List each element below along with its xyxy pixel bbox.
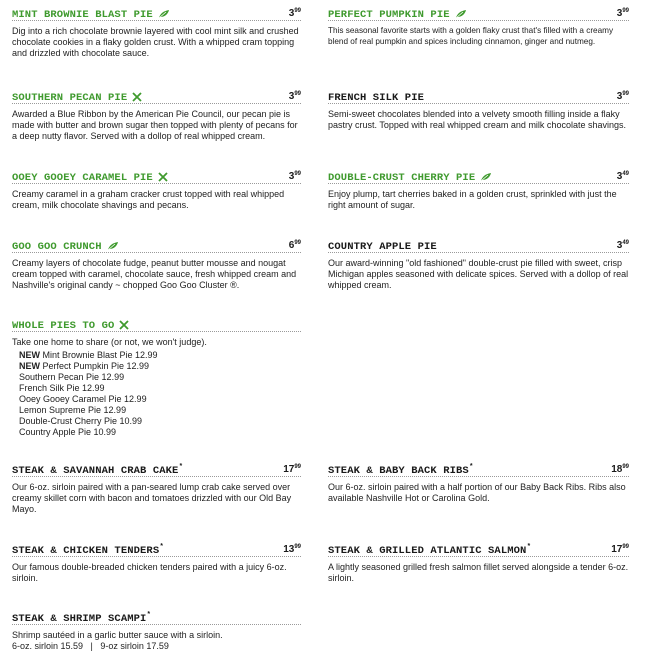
cross-icon bbox=[119, 317, 129, 335]
item-header bbox=[328, 540, 629, 557]
menu-item-french-silk-pie bbox=[328, 87, 629, 131]
item-header bbox=[12, 540, 301, 557]
item-header bbox=[12, 236, 301, 253]
menu-item-double-crust-cherry-pie bbox=[328, 167, 629, 211]
item-header bbox=[12, 608, 301, 625]
item-price: $3^{49}$ bbox=[616, 171, 629, 182]
item-price: $3^{99}$ bbox=[288, 171, 301, 182]
item-header bbox=[328, 87, 629, 104]
list-item: NEW Mint Brownie Blast Pie 12.99 bbox=[19, 350, 158, 360]
leaf-icon bbox=[158, 6, 170, 24]
item-title: STEAK & GRILLED ATLANTIC SALMON* bbox=[328, 543, 531, 557]
item-header bbox=[328, 167, 629, 184]
item-header bbox=[12, 460, 301, 477]
item-title: COUNTRY APPLE PIE bbox=[328, 241, 437, 253]
list-item: Lemon Supreme Pie 12.99 bbox=[19, 405, 127, 415]
item-title: STEAK & SHRIMP SCAMPI* bbox=[12, 611, 151, 625]
whole-pies-section bbox=[12, 315, 301, 438]
section-intro: Take one home to share (or not, we won't judge). bbox=[12, 337, 207, 347]
item-title: OOEY GOOEY CARAMEL PIE bbox=[12, 172, 153, 184]
item-title: SOUTHERN PECAN PIE bbox=[12, 92, 128, 104]
item-title: FRENCH SILK PIE bbox=[328, 92, 425, 104]
item-header bbox=[328, 4, 629, 21]
item-description: Dig into a rich chocolate brownie layered with cool mint silk and crushed chocolate cookies in a flaky golden crust. With a whipped cram topping and drizzled with chocolate sauce. bbox=[12, 26, 299, 58]
menu-item-perfect-pumpkin-pie bbox=[328, 4, 629, 47]
item-price: $17^{99}$ bbox=[283, 464, 301, 475]
list-item: Country Apple Pie 10.99 bbox=[19, 427, 117, 437]
item-price: $3^{99}$ bbox=[288, 8, 301, 19]
item-description: Shrimp sautéed in a garlic butter sauce with a sirloin. 6-oz. sirloin 15.59 | 9-oz sirloin 17.59 bbox=[12, 630, 223, 651]
item-title: STEAK & BABY BACK RIBS* bbox=[328, 463, 473, 477]
item-title: STEAK & CHICKEN TENDERS* bbox=[12, 543, 164, 557]
item-title: PERFECT PUMPKIN PIE bbox=[328, 9, 450, 21]
item-title: GOO GOO CRUNCH bbox=[12, 241, 102, 253]
item-title: DOUBLE-CRUST CHERRY PIE bbox=[328, 172, 476, 184]
menu-item-steak-baby-back-ribs bbox=[328, 460, 629, 504]
section-title: WHOLE PIES TO GO bbox=[12, 320, 115, 332]
item-description: A lightly seasoned grilled fresh salmon fillet served alongside a tender 6-oz. sirloin. bbox=[328, 562, 629, 583]
item-header bbox=[12, 87, 301, 104]
list-item: Double-Crust Cherry Pie 10.99 bbox=[19, 416, 143, 426]
item-description: This seasonal favorite starts with a golden flaky crust that's filled with a creamy blend of real pumpkin and spices including cinnamon, ginger and nutmeg. bbox=[328, 26, 614, 46]
item-price: $17^{99}$ bbox=[611, 544, 629, 555]
item-price: $3^{99}$ bbox=[616, 8, 629, 19]
item-description: Our famous double-breaded chicken tenders paired with a juicy 6-oz. sirloin. bbox=[12, 562, 287, 583]
leaf-icon bbox=[480, 169, 492, 187]
list-item: NEW Perfect Pumpkin Pie 12.99 bbox=[19, 361, 150, 371]
item-price: $13^{99}$ bbox=[283, 544, 301, 555]
item-description: Our 6-oz. sirloin paired with a half portion of our Baby Back Ribs. Ribs also available Nashville Hot or Carolina Gold. bbox=[328, 482, 626, 503]
menu-item-steak-shrimp-scampi bbox=[12, 608, 301, 652]
menu-item-steak-savannah-crab-cake bbox=[12, 460, 301, 515]
menu-item-goo-goo-crunch bbox=[12, 236, 301, 291]
item-price: $18^{99}$ bbox=[611, 464, 629, 475]
item-description: Semi-sweet chocolates blended into a velvety smooth filling inside a flaky pastry crust. Topped with real whipped cream and milk chocolate shavings. bbox=[328, 109, 626, 130]
item-price: $3^{99}$ bbox=[616, 91, 629, 102]
menu-item-steak-chicken-tenders bbox=[12, 540, 301, 584]
item-header bbox=[12, 4, 301, 21]
list-item: French Silk Pie 12.99 bbox=[19, 383, 105, 393]
item-header bbox=[328, 460, 629, 477]
item-price: $6^{99}$ bbox=[288, 240, 301, 251]
leaf-icon bbox=[455, 6, 467, 24]
item-price: $3^{49}$ bbox=[616, 240, 629, 251]
menu-item-steak-grilled-atlantic-salmon bbox=[328, 540, 629, 584]
section-header bbox=[12, 315, 301, 332]
whole-pies-list bbox=[19, 350, 301, 438]
item-description: Our 6-oz. sirloin paired with a pan-seared lump crab cake served over creamy skillet corn with bacon and tomatoes drizzled with our Old Bay Mayo. bbox=[12, 482, 292, 514]
menu-item-ooey-gooey-caramel-pie bbox=[12, 167, 301, 211]
item-title: MINT BROWNIE BLAST PIE bbox=[12, 9, 153, 21]
item-description: Creamy caramel in a graham cracker crust topped with real whipped cream, milk chocolate shavings and pecans. bbox=[12, 189, 285, 210]
list-item: Ooey Gooey Caramel Pie 12.99 bbox=[19, 394, 147, 404]
list-item: Southern Pecan Pie 12.99 bbox=[19, 372, 125, 382]
item-title: STEAK & SAVANNAH CRAB CAKE* bbox=[12, 463, 183, 477]
item-header bbox=[12, 167, 301, 184]
item-header bbox=[328, 236, 629, 253]
menu-item-southern-pecan-pie bbox=[12, 87, 301, 142]
leaf-icon bbox=[107, 238, 119, 256]
item-price: $3^{99}$ bbox=[288, 91, 301, 102]
menu-item-country-apple-pie bbox=[328, 236, 629, 291]
menu-item-mint-brownie-blast-pie bbox=[12, 4, 301, 59]
item-description: Awarded a Blue Ribbon by the American Pie Council, our pecan pie is made with butter and brown sugar then topped with plenty of pecans for a deep nutty flavor. Served with a dollop of real whipped cream. bbox=[12, 109, 298, 141]
item-description: Enjoy plump, tart cherries baked in a golden crust, sprinkled with just the right amount of sugar. bbox=[328, 189, 617, 210]
cross-icon bbox=[132, 89, 142, 107]
item-description: Our award-winning "old fashioned" double-crust pie filled with sweet, crisp Michigan apples seasoned with delicate spices. Served with a dollop of real whipped cream. bbox=[328, 258, 629, 290]
cross-icon bbox=[158, 169, 168, 187]
item-description: Creamy layers of chocolate fudge, peanut butter mousse and nougat cream topped with caramel, chocolate sauce, fresh whipped cream and Nashville's original candy ~ chopped Goo Goo Cluster ®. bbox=[12, 258, 297, 290]
